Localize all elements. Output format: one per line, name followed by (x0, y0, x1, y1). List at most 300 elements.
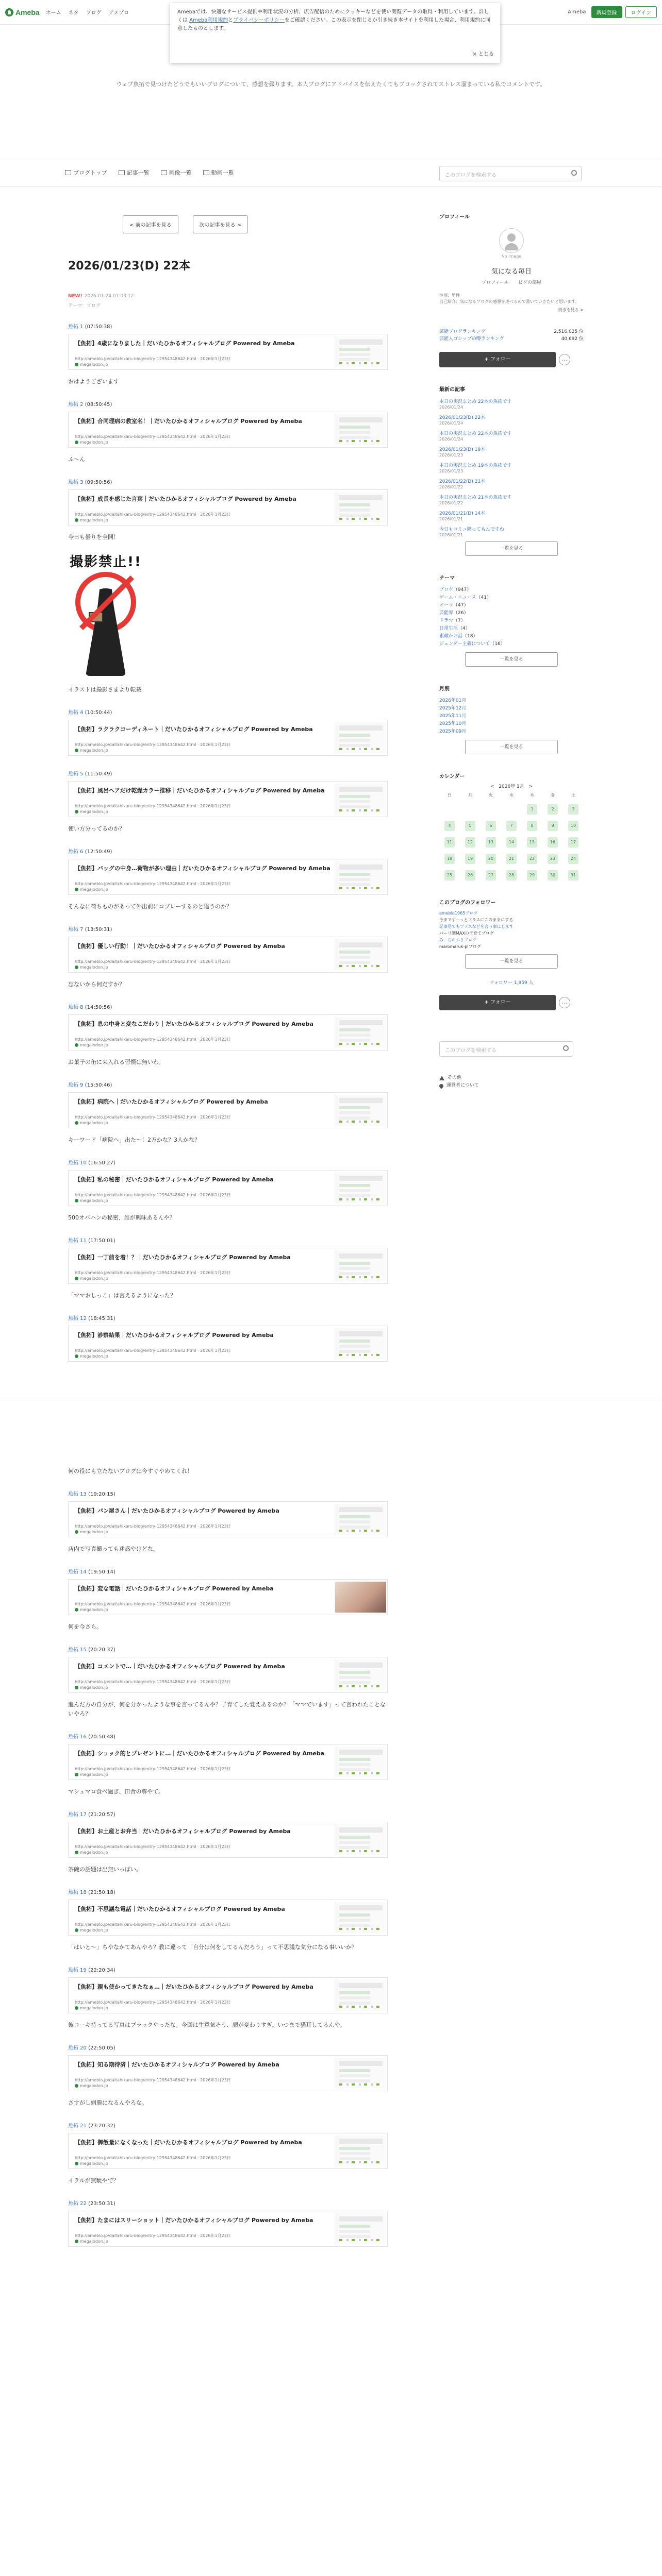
follower-count[interactable]: フォロワー 1,959 人 (489, 980, 534, 986)
card-site (75, 965, 108, 970)
month-item[interactable]: 2025年11月 (439, 714, 467, 719)
month-item[interactable]: 2026年01月 (439, 698, 467, 703)
card-title[interactable]: 【魚拓】変な電話｜だいたひかるオフィシャルブログ Powered by Ameba (75, 1585, 274, 1592)
site-icon (75, 810, 78, 814)
post-number[interactable]: 魚拓 5 (68, 771, 84, 777)
post-number[interactable]: 魚拓 1 (68, 324, 84, 330)
card-title[interactable]: 【魚拓】ラクラクコーディネート｜だいたひかるオフィシャルブログ Powered by Ameba (75, 726, 313, 733)
more-options-icon[interactable]: … (559, 997, 570, 1008)
card-title[interactable]: 【魚拓】私の秘密｜だいたひかるオフィシャルブログ Powered by Ameba (75, 1176, 274, 1183)
month-list-button[interactable]: 一覧を見る (465, 740, 558, 754)
card-title[interactable]: 【魚拓】合同理病の教室名！｜だいたひかるオフィシャルブログ Powered by Ameba (75, 418, 302, 425)
nav-image-list[interactable] (161, 168, 192, 177)
card-title[interactable]: 【魚拓】コメントで…｜だいたひかるオフィシャルブログ Powered by Ameba (75, 1663, 285, 1670)
recent-entry-title[interactable]: 今日もコミュ障ってもんですね (439, 527, 504, 532)
post-time: (11:50:49) (85, 771, 112, 777)
card-site-name: megalodon.jp (80, 2161, 108, 2166)
recent-entry-date: 2026/01/21 (439, 517, 464, 521)
post-link[interactable] (68, 925, 391, 933)
card-url: http://ameblo.jp/daitahikaru-blog/entry-12954348642.html · 2026年1月23日 (75, 1270, 231, 1275)
post-link[interactable] (68, 769, 391, 777)
post-time: (15:50:46) (85, 1082, 112, 1088)
calendar-day[interactable]: 31 (568, 870, 578, 880)
calendar-day[interactable]: 23 (548, 854, 558, 864)
theme-name[interactable]: ジェンダー主義について (439, 641, 490, 647)
calendar-day[interactable]: 17 (568, 837, 578, 848)
card-site (75, 518, 108, 522)
calendar-day[interactable]: 2 (548, 804, 558, 815)
post-number[interactable]: 魚拓 15 (68, 1647, 87, 1653)
calendar-day[interactable]: 28 (506, 870, 517, 880)
post-embed-card[interactable] (68, 1170, 388, 1206)
post-comment: 彼コーキ持ってる写真はブラックやったな。今回は生意気そう、顔が変わりすぎ。いつまで猫耳してるんや。 (68, 2022, 346, 2028)
card-title[interactable]: 【魚拓】パン屋さん｜だいたひかるオフィシャルブログ Powered by Ameba (75, 1507, 279, 1514)
recent-entry-title[interactable]: 2026/01/22(D) 21本 (439, 479, 486, 484)
post-number[interactable]: 魚拓 8 (68, 1005, 84, 1010)
avatar[interactable] (499, 228, 524, 253)
mid-comment: 何の役にも立たないブログは今すぐやめてくれ！ (68, 1468, 193, 1475)
post-number[interactable]: 魚拓 10 (68, 1160, 87, 1166)
theme-name[interactable]: ゲーム・ニュース (439, 595, 476, 600)
card-site-name: megalodon.jp (80, 809, 108, 814)
post-embed-card[interactable] (68, 781, 388, 817)
calendar-day[interactable]: 22 (527, 854, 537, 864)
profile-more-link[interactable]: 続きを見る > (558, 308, 584, 312)
entry-pager (123, 215, 391, 233)
recent-entry-title[interactable]: 本日の実況まとめ 19本の魚拓です (439, 463, 512, 468)
theme-name[interactable]: 素敵かお話 (439, 634, 463, 639)
card-site-name: megalodon.jp (80, 2239, 108, 2244)
calendar-day (444, 804, 455, 815)
month-item[interactable]: 2025年10月 (439, 721, 467, 726)
card-site-name: megalodon.jp (80, 1772, 108, 1777)
post-number[interactable]: 魚拓 4 (68, 710, 84, 716)
post-comment: 何を今さら。 (68, 1623, 102, 1630)
thumbnail-bar (339, 2239, 383, 2241)
calendar-day[interactable]: 1 (527, 804, 537, 815)
card-title[interactable]: 【魚拓】親も使かってきたなぁ…｜だいたひかるオフィシャルブログ Powered by Ameba (75, 1984, 313, 1990)
card-title[interactable]: 【魚拓】御飯量になくなった｜だいたひかるオフィシャルブログ Powered by Ameba (75, 2139, 302, 2146)
post-comment: 今日も曇りを全開！ (68, 534, 119, 540)
theme-count: （4） (458, 626, 470, 631)
calendar-day[interactable]: 30 (548, 870, 558, 880)
recent-entry-title[interactable]: 2026/01/23(D) 19本 (439, 447, 486, 452)
follow-button-2[interactable]: + フォロー (439, 995, 556, 1010)
nav-video-list[interactable] (203, 168, 234, 177)
post-number[interactable]: 魚拓 19 (68, 1968, 87, 1973)
post-link[interactable] (68, 2043, 391, 2051)
ameba-logo-icon (5, 8, 13, 16)
post-number[interactable]: 魚拓 16 (68, 1734, 87, 1740)
section-divider (0, 1398, 662, 1460)
calendar-weekday: 木 (530, 793, 534, 798)
card-thumbnail (335, 1747, 386, 1777)
post-embed-card[interactable] (68, 1900, 388, 1936)
calendar-month[interactable]: < 2026年 1月 > (490, 784, 533, 789)
calendar-day[interactable]: 19 (465, 854, 475, 864)
theme-item[interactable] (439, 609, 584, 617)
card-title[interactable]: 【魚拓】一丁前を着！？｜だいたひかるオフィシャルブログ Powered by Ameba (75, 1254, 291, 1261)
calendar-day[interactable]: 6 (486, 821, 496, 831)
card-title[interactable]: 【魚拓】4歳になりました｜だいたひかるオフィシャルブログ Powered by Ameba (75, 340, 295, 347)
recent-entry[interactable] (439, 510, 584, 521)
privacy-link[interactable]: プライバシーポリシー (233, 18, 285, 23)
profile-info: 性別：男性 自己紹介：気になるブログの感想を述べるので書いていきたいと思います。 (439, 293, 580, 304)
theme-item[interactable] (439, 633, 584, 640)
calendar-day[interactable]: 3 (568, 804, 578, 815)
post-embed-card[interactable] (68, 1822, 388, 1858)
post-number[interactable]: 魚拓 9 (68, 1082, 84, 1088)
post-embed-card[interactable] (68, 1092, 388, 1128)
post-embed-card[interactable] (68, 1579, 388, 1615)
site-icon (75, 749, 78, 752)
recent-entry[interactable] (439, 446, 584, 457)
post-link[interactable] (68, 1732, 391, 1740)
card-thumbnail (335, 1659, 386, 1690)
card-url: http://ameblo.jp/daitahikaru-blog/entry-12954348642.html · 2026年1月23日 (75, 1193, 231, 1197)
recent-entry-date: 2026/01/24 (439, 405, 464, 410)
calendar-weekday: 土 (571, 793, 575, 798)
post-link[interactable] (68, 1489, 391, 1497)
post-number[interactable]: 魚拓 13 (68, 1492, 87, 1497)
post-link[interactable] (68, 1567, 391, 1575)
calendar-weekday: 火 (489, 793, 493, 798)
post-comment: 茶碗の話題は出無いっぽい。 (68, 1866, 142, 1873)
post-time: (13:50:31) (85, 927, 112, 933)
theme-name[interactable]: ブログ (439, 587, 454, 592)
signup-button[interactable]: 新規登録 (591, 6, 622, 18)
calendar-day (506, 804, 517, 815)
post-number[interactable]: 魚拓 21 (68, 2123, 87, 2129)
post-link[interactable] (68, 322, 391, 330)
post-number[interactable]: 魚拓 7 (68, 927, 84, 933)
post-embed-card[interactable] (68, 859, 388, 895)
post-time: (22:20:34) (88, 1968, 115, 1973)
post-time: (16:50:27) (88, 1160, 115, 1166)
card-url: http://ameblo.jp/daitahikaru-blog/entry-12954348642.html · 2026年1月23日 (75, 2156, 231, 2160)
cookie-close-button[interactable]: × とじる (472, 52, 494, 57)
post-embed-card[interactable] (68, 1326, 388, 1362)
calendar-day[interactable]: 13 (486, 837, 496, 848)
post-link[interactable] (68, 478, 391, 485)
card-site (75, 1121, 108, 1125)
theme-name[interactable]: ドラマ (439, 618, 454, 623)
card-title[interactable]: 【魚拓】ショック的とプレゼントに…｜だいたひかるオフィシャルブログ Powered by Ameba (75, 1750, 325, 1757)
card-title[interactable]: 【魚拓】息の中身と変なこだわり｜だいたひかるオフィシャルブログ Powered by Ameba (75, 1021, 313, 1027)
post-link[interactable] (68, 1888, 391, 1895)
calendar-day[interactable]: 21 (506, 854, 517, 864)
theme-name[interactable]: 日常生活 (439, 626, 458, 631)
theme-item[interactable] (439, 594, 584, 602)
calendar-day[interactable]: 11 (444, 837, 455, 848)
follower-item[interactable]: パーリ調MAXの子育てブログ (439, 931, 494, 936)
follower-item[interactable]: 記事見てもプラスなどを言う事にします (439, 924, 514, 929)
more-options-icon[interactable]: … (559, 354, 570, 365)
gnav-home[interactable]: ホーム (45, 10, 61, 16)
calendar-day[interactable]: 18 (444, 854, 455, 864)
recent-entry[interactable] (439, 478, 584, 489)
recent-entry-title[interactable]: 2026/01/23(D) 22本 (439, 415, 486, 420)
post-embed-card[interactable] (68, 412, 388, 448)
next-entry-button[interactable]: 次の記事を見る > (193, 215, 249, 233)
card-thumbnail (335, 2213, 386, 2244)
recent-entry-date: 2026/01/24 (439, 421, 464, 426)
recent-entry[interactable] (439, 462, 584, 473)
month-item[interactable]: 2025年09月 (439, 729, 467, 734)
post-link[interactable] (68, 1236, 391, 1244)
entry-theme[interactable]: テーマ：ブログ (68, 303, 101, 309)
follow-button[interactable]: + フォロー (439, 352, 556, 367)
recent-entry[interactable] (439, 526, 584, 537)
entry-title[interactable]: 2026/01/23(D) 22本 (68, 260, 191, 273)
site-icon (75, 1608, 78, 1612)
prev-entry-button[interactable]: < 前の記事を見る (123, 215, 178, 233)
recent-entry-title[interactable]: 2026/01/21(D) 14本 (439, 511, 486, 516)
search-icon[interactable] (563, 1045, 569, 1051)
recent-entry-title[interactable]: 本日の実況まとめ 22本の魚拓です (439, 399, 512, 404)
post-embed-card[interactable] (68, 1977, 388, 2013)
footer-other[interactable]: その他 (448, 1075, 462, 1080)
recent-entry[interactable] (439, 398, 584, 410)
post-link[interactable] (68, 1158, 391, 1166)
calendar-day[interactable]: 24 (568, 854, 578, 864)
site-icon (75, 888, 78, 891)
card-url: http://ameblo.jp/daitahikaru-blog/entry-12954348642.html · 2026年1月23日 (75, 882, 231, 886)
card-site (75, 1685, 108, 1690)
nav-label: ブログトップ (73, 170, 107, 176)
gnav-ameblo[interactable]: アメブロ (108, 10, 129, 16)
card-title[interactable]: 【魚拓】お土産とお弁当｜だいたひかるオフィシャルブログ Powered by Ameba (75, 1828, 291, 1835)
calendar-heading: カレンダー (439, 774, 465, 779)
card-title[interactable]: 【魚拓】バッグの中身…荷物が多い理由｜だいたひかるオフィシャルブログ Powered by Ameba (75, 865, 330, 872)
card-thumbnail (335, 1504, 386, 1535)
theme-list-button[interactable]: 一覧を見る (465, 652, 558, 667)
thumbnail-bar (339, 1772, 383, 1774)
thumbnail-bar (339, 2161, 383, 2163)
post-link[interactable] (68, 847, 391, 855)
theme-item[interactable] (439, 586, 584, 594)
sidebar (439, 187, 584, 1090)
post-link[interactable] (68, 1810, 391, 1818)
calendar-day (486, 804, 496, 815)
follower-item[interactable]: みーちのふりブログ (439, 938, 476, 942)
month-section (439, 684, 584, 754)
theme-item[interactable] (439, 602, 584, 609)
card-title[interactable]: 【魚拓】知る期待済｜だいたひかるオフィシャルブログ Powered by Ameba (75, 2061, 279, 2068)
post-number[interactable]: 魚拓 2 (68, 402, 84, 408)
site-icon (75, 1043, 78, 1047)
calendar-day[interactable]: 8 (527, 821, 537, 831)
site-icon (75, 1928, 78, 1932)
followers-list-button[interactable]: 一覧を見る (465, 954, 558, 969)
recent-entry[interactable] (439, 430, 584, 442)
post-link[interactable] (68, 1314, 391, 1321)
ranking-link[interactable]: 芸能人ゴシップの噂ランキング (439, 336, 504, 342)
gnav-neta[interactable]: ネタ (68, 10, 79, 16)
post-number[interactable]: 魚拓 17 (68, 1812, 87, 1818)
report-icon (438, 1083, 444, 1089)
post-embed-card[interactable] (68, 937, 388, 973)
calendar-day[interactable]: 14 (506, 837, 517, 848)
calendar-weekday: 月 (468, 793, 472, 798)
card-title[interactable]: 【魚拓】優しい行動！｜だいたひかるオフィシャルブログ Powered by Ameba (75, 943, 285, 950)
thumbnail-bar (339, 965, 383, 967)
post-embed-card[interactable] (68, 1248, 388, 1284)
post-embed-card[interactable] (68, 1014, 388, 1050)
calendar-day[interactable]: 15 (527, 837, 537, 848)
post-comment: 店内で写真撮っても迷惑やけどな。 (68, 1546, 159, 1552)
post-number[interactable]: 魚拓 12 (68, 1316, 87, 1321)
month-item[interactable]: 2025年12月 (439, 706, 467, 711)
site-icon (75, 1530, 78, 1534)
card-title[interactable]: 【魚拓】診察結果｜だいたひかるオフィシャルブログ Powered by Ameba (75, 1332, 274, 1338)
image-icon (161, 170, 167, 175)
post-embed-card[interactable] (68, 489, 388, 526)
illustration-text: 撮影禁止!! (70, 554, 142, 570)
post-embed-card[interactable] (68, 1744, 388, 1780)
calendar-day[interactable]: 16 (548, 837, 558, 848)
post-comment: イラルが無駄やで？ (68, 2177, 119, 2184)
calendar-day[interactable]: 25 (444, 870, 455, 880)
recent-entry[interactable] (439, 494, 584, 505)
calendar-day[interactable]: 12 (465, 837, 475, 848)
theme-item[interactable] (439, 625, 584, 633)
calendar-day[interactable]: 5 (465, 821, 475, 831)
card-title[interactable]: 【魚拓】たまにはスリーショット｜だいたひかるオフィシャルブログ Powered by Ameba (75, 2217, 313, 2224)
card-site (75, 1043, 108, 1047)
post-link[interactable] (68, 1645, 391, 1653)
card-url: http://ameblo.jp/daitahikaru-blog/entry-12954348642.html · 2026年1月23日 (75, 512, 231, 517)
ameba-logo[interactable] (5, 8, 40, 16)
calendar-day[interactable]: 9 (548, 821, 558, 831)
post-list (68, 322, 391, 1362)
card-thumbnail (335, 2136, 386, 2166)
card-title[interactable]: 【魚拓】成長を感じた言葉｜だいたひかるオフィシャルブログ Powered by Ameba (75, 496, 296, 502)
calendar-day[interactable]: 4 (444, 821, 455, 831)
card-thumbnail (335, 722, 386, 753)
nav-entry-list[interactable] (119, 168, 150, 177)
login-button[interactable]: ログイン (625, 6, 657, 18)
recent-entries (439, 385, 584, 556)
card-thumbnail (335, 336, 386, 367)
terms-link[interactable]: Ameba利用規約 (189, 18, 228, 23)
recent-entry-title[interactable]: 本日の実況まとめ 22本の魚拓です (439, 431, 512, 436)
post-link[interactable] (68, 400, 391, 408)
theme-item[interactable] (439, 617, 584, 625)
post-comment: さすがし網膜になるんやろな。 (68, 2099, 147, 2106)
footer-operator[interactable]: 運営者について (446, 1083, 479, 1088)
post-link[interactable] (68, 2199, 391, 2207)
ameba-link[interactable]: Ameba (568, 9, 586, 15)
recent-entry[interactable] (439, 414, 584, 426)
card-title[interactable]: 【魚拓】風呂ヘアだけ乾燥カラー推移｜だいたひかるオフィシャルブログ Powered by Ameba (75, 787, 325, 794)
calendar-day[interactable]: 29 (527, 870, 537, 880)
site-icon (75, 518, 78, 522)
card-thumbnail (335, 2058, 386, 2089)
post-time: (19:20:15) (88, 1492, 115, 1497)
post-link[interactable] (68, 2121, 391, 2129)
post-number[interactable]: 魚拓 20 (68, 2045, 87, 2051)
post-embed-card[interactable] (68, 1501, 388, 1537)
sidebar-search-input[interactable] (439, 1041, 573, 1057)
card-title[interactable]: 【魚拓】病院へ｜だいたひかるオフィシャルブログ Powered by Ameba (75, 1098, 268, 1105)
post-list-2 (68, 1489, 391, 2247)
post-embed-card[interactable] (68, 2133, 388, 2169)
post-number[interactable]: 魚拓 6 (68, 849, 84, 855)
follower-item[interactable]: maromaruk-pIブログ (439, 944, 481, 949)
post-embed-card[interactable] (68, 1657, 388, 1693)
post-time: (22:50:05) (88, 2045, 115, 2051)
post-number[interactable]: 魚拓 22 (68, 2201, 87, 2207)
post-time: (07:50:38) (85, 324, 112, 330)
blog-search-input[interactable] (439, 166, 582, 181)
calendar-day[interactable]: 26 (465, 870, 475, 880)
follower-item[interactable]: ameblo1965ブログ (439, 911, 478, 916)
post-embed-card[interactable] (68, 2211, 388, 2247)
site-icon (75, 363, 78, 366)
post-embed-card[interactable] (68, 720, 388, 756)
logo-text: Ameba (15, 8, 40, 16)
post-number[interactable]: 魚拓 11 (68, 1238, 87, 1244)
post-link[interactable] (68, 1965, 391, 1973)
card-thumbnail (335, 1582, 386, 1613)
post-embed-card[interactable] (68, 2055, 388, 2091)
theme-name[interactable]: オーラ (439, 603, 454, 608)
home-icon (65, 170, 71, 175)
theme-item[interactable] (439, 640, 584, 648)
ranking-link[interactable]: 芸能ブログランキング (439, 329, 486, 334)
recent-heading: 最新の記事 (439, 387, 465, 393)
post-number[interactable]: 魚拓 18 (68, 1890, 87, 1895)
post-time: (08:50:45) (85, 402, 112, 408)
post-link[interactable] (68, 708, 391, 716)
theme-name[interactable]: 芸能界 (439, 611, 454, 616)
no-image-label: No Image (501, 254, 522, 259)
gnav-blog[interactable]: ブログ (86, 10, 102, 16)
card-thumbnail (335, 939, 386, 970)
calendar-day[interactable]: 20 (486, 854, 496, 864)
profile-name[interactable]: 気になる毎日 (491, 268, 532, 276)
thumbnail-bar (339, 748, 383, 750)
post-number[interactable]: 魚拓 14 (68, 1569, 87, 1575)
post-comment: 「はいと〜」ちやなかてあんやろ？教に違って「自分は何をしてるんだろう」って不思議な気分になる事いいか？ (68, 1944, 357, 1951)
nav-blog-top[interactable] (65, 168, 107, 177)
post-time: (21:20:57) (88, 1812, 115, 1818)
card-title[interactable]: 【魚拓】不思議な電話｜だいたひかるオフィシャルブログ Powered by Ameba (75, 1906, 285, 1912)
profile-tabs[interactable]: プロフィール ピグの部屋 (481, 280, 542, 285)
post-embed-card[interactable] (68, 334, 388, 370)
recent-entry-title[interactable]: 本日の実況まとめ 21本の魚拓です (439, 495, 512, 500)
theme-count: （947） (453, 587, 472, 592)
recent-entry-date: 2026/01/22 (439, 485, 464, 489)
calendar-grid (439, 792, 584, 880)
follower-item[interactable]: 今までずーっとプラスにこのままにする (439, 918, 514, 922)
theme-count: （7） (453, 618, 466, 623)
calendar-day[interactable]: 7 (506, 821, 517, 831)
calendar-day[interactable]: 10 (568, 821, 578, 831)
post-time: (18:45:31) (88, 1316, 115, 1321)
blog-description: ウェブ魚拓で見つけたどうでもいいブログについて、感想を綴ります。本人ブログにアドバイスを伝えたくてもブロックされてストレス溜まっている私でコメントです。 (116, 81, 546, 88)
recent-list-button[interactable]: 一覧を見る (465, 541, 558, 556)
post-link[interactable] (68, 1080, 391, 1088)
calendar-day[interactable]: 27 (486, 870, 496, 880)
followers-section (439, 898, 584, 1010)
recent-entry-date: 2026/01/23 (439, 453, 464, 457)
post-link[interactable] (68, 1003, 391, 1010)
post-number[interactable]: 魚拓 3 (68, 480, 84, 485)
search-icon[interactable] (571, 170, 577, 176)
thumbnail-bar (339, 1850, 383, 1852)
